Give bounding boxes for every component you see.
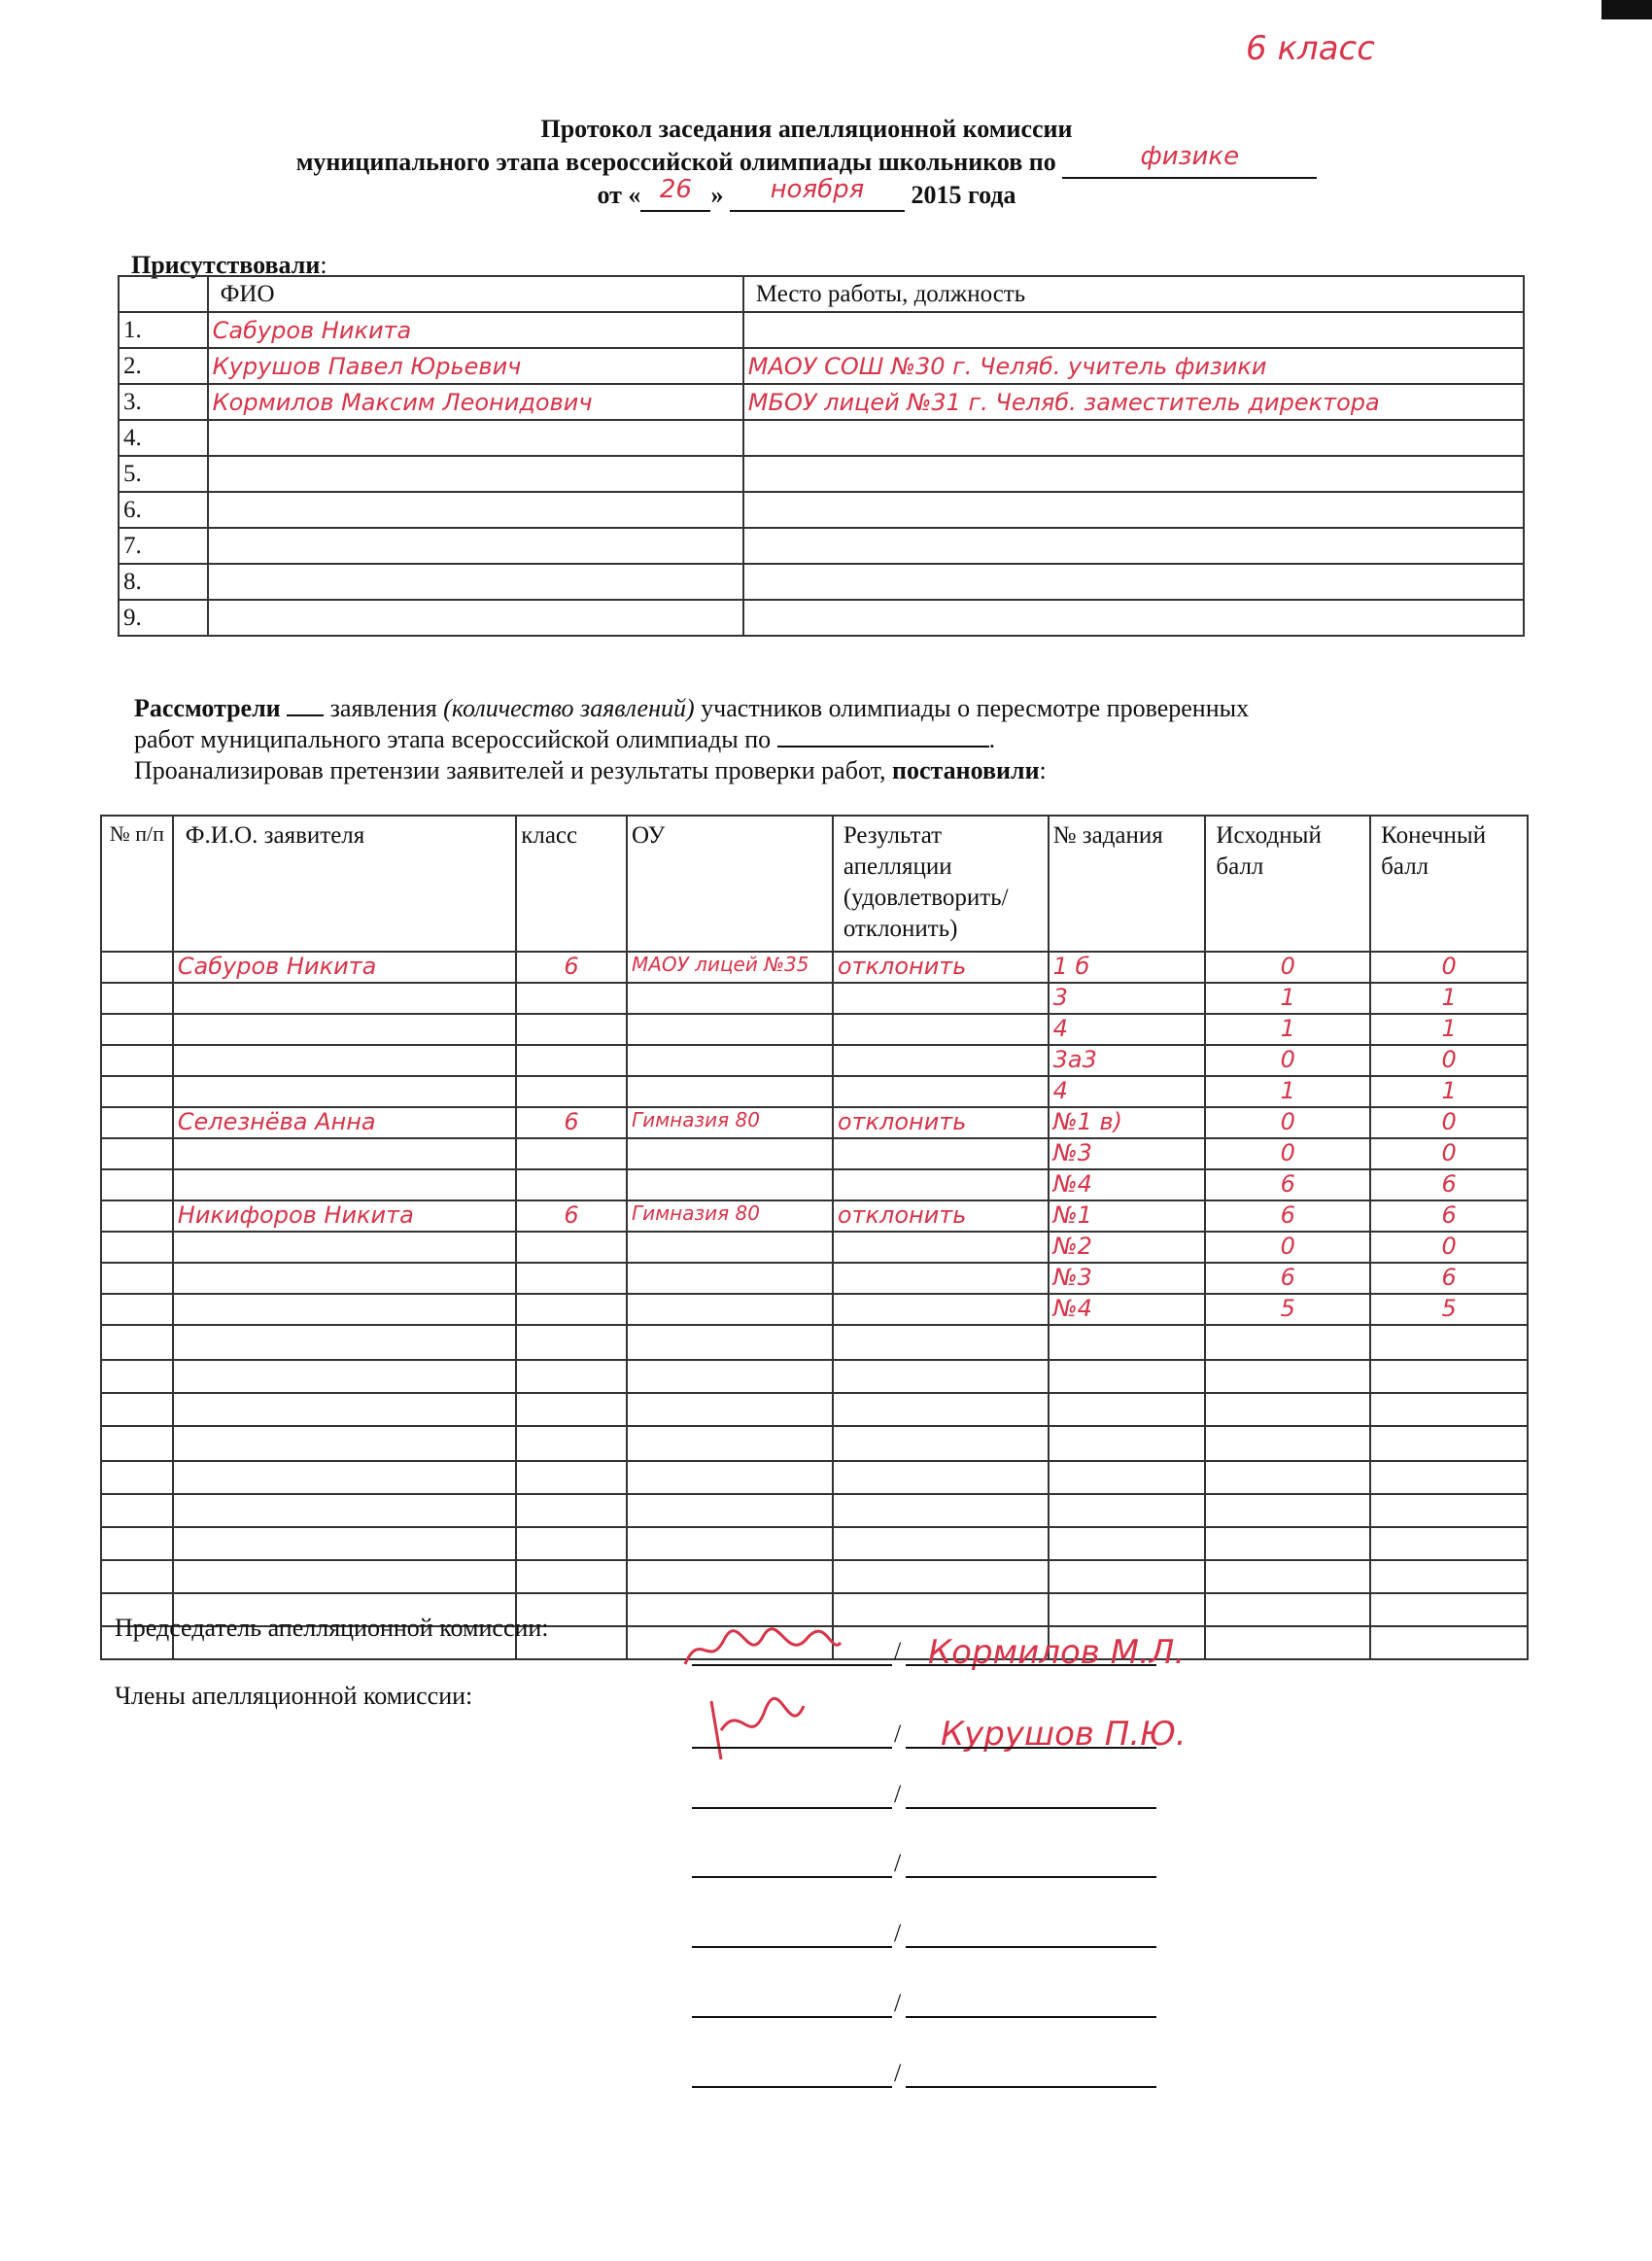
subject-blank — [777, 726, 989, 748]
appeal-num-cell — [101, 1045, 173, 1076]
appeal-grade-cell — [516, 1325, 627, 1360]
appeal-final-cell: 6 — [1370, 1200, 1528, 1232]
appeal-initial-cell: 6 — [1205, 1200, 1370, 1232]
appeals-header-grade: класс — [516, 816, 627, 952]
appeal-school-cell — [627, 1263, 833, 1294]
appeal-task-cell: №2 — [1049, 1232, 1206, 1263]
appeal-final-cell — [1370, 1626, 1528, 1659]
appeal-initial-cell — [1205, 1461, 1370, 1494]
count-blank — [287, 695, 324, 716]
attendance-row — [119, 420, 1524, 456]
attendance-work — [743, 456, 1524, 492]
appeal-row — [101, 1494, 1528, 1527]
appeal-name-cell — [173, 1138, 516, 1169]
appeal-row — [101, 1527, 1528, 1560]
appeals-header-final: Конечный балл — [1370, 816, 1528, 952]
appeal-result-cell — [833, 1527, 1049, 1560]
attendance-row — [119, 600, 1524, 636]
appeal-task-cell: №4 — [1049, 1294, 1206, 1325]
appeal-final-cell — [1370, 1360, 1528, 1393]
appeal-initial-cell: 0 — [1205, 1232, 1370, 1263]
appeal-result-cell: отклонить — [833, 952, 1049, 983]
attendance-name — [208, 564, 743, 600]
attendance-work — [743, 492, 1524, 528]
appeal-result-cell — [833, 1232, 1049, 1263]
appeal-name-cell — [173, 1045, 516, 1076]
appeal-initial-cell: 6 — [1205, 1169, 1370, 1200]
olympiad-end: . — [988, 725, 996, 753]
appeals-header-task: № задания — [1049, 816, 1206, 952]
attendance-work: МБОУ лицей №31 г. Челяб. заместитель директора — [743, 384, 1524, 420]
attendance-num: 4. — [119, 420, 208, 456]
attendance-row — [119, 528, 1524, 564]
attendance-name: Кормилов Максим Леонидович — [208, 384, 743, 420]
appeal-row — [101, 1169, 1528, 1200]
attendance-table — [118, 275, 1525, 637]
appeals-body — [101, 952, 1528, 1659]
appeal-grade-cell — [516, 1393, 627, 1426]
attendance-colon: : — [320, 251, 327, 279]
appeal-grade-cell — [516, 1560, 627, 1593]
appeal-num-cell — [101, 1232, 173, 1263]
name-line — [906, 2016, 1156, 2018]
appeal-num-cell — [101, 1200, 173, 1232]
signature-slash: / — [894, 1849, 902, 1877]
appeal-final-cell: 0 — [1370, 1045, 1528, 1076]
appeal-result-cell — [833, 1294, 1049, 1325]
appeal-initial-cell: 6 — [1205, 1263, 1370, 1294]
appeal-task-cell — [1049, 1593, 1206, 1626]
resolved-text: Проанализировав претензии заявителей и результаты проверки работ, — [134, 756, 886, 784]
appeal-grade-cell — [516, 1232, 627, 1263]
appeal-task-cell: №3 — [1049, 1263, 1206, 1294]
considered-text-2: участников олимпиады о пересмотре проверенных — [701, 694, 1250, 722]
appeal-result-cell — [833, 1426, 1049, 1461]
resolved-colon: : — [1039, 756, 1047, 784]
attendance-num: 9. — [119, 600, 208, 636]
date-mid: » — [710, 181, 724, 209]
appeal-school-cell — [627, 1138, 833, 1169]
appeal-task-cell — [1049, 1393, 1206, 1426]
appeal-grade-cell — [516, 1461, 627, 1494]
appeal-final-cell — [1370, 1325, 1528, 1360]
appeal-initial-cell: 1 — [1205, 983, 1370, 1014]
appeal-grade-cell — [516, 1045, 627, 1076]
appeal-grade-cell — [516, 1076, 627, 1107]
signature-line — [692, 1876, 892, 1878]
appeal-name-cell — [173, 1294, 516, 1325]
attendance-num: 7. — [119, 528, 208, 564]
appeal-task-cell — [1049, 1494, 1206, 1527]
member1-signature — [702, 1691, 818, 1779]
appeal-school-cell: Гимназия 80 — [627, 1200, 833, 1232]
attendance-work — [743, 564, 1524, 600]
resolved-bold: постановили — [892, 756, 1040, 784]
appeal-final-cell: 0 — [1370, 952, 1528, 983]
appeal-grade-cell — [516, 1494, 627, 1527]
attendance-row — [119, 456, 1524, 492]
signature-slash: / — [894, 1637, 902, 1665]
appeal-num-cell — [101, 1294, 173, 1325]
appeal-final-cell: 1 — [1370, 1076, 1528, 1107]
name-line — [906, 1876, 1156, 1878]
signature-line — [692, 2086, 892, 2088]
appeal-name-cell — [173, 1393, 516, 1426]
appeals-header-school: ОУ — [627, 816, 833, 952]
appeal-school-cell — [627, 1360, 833, 1393]
appeal-num-cell — [101, 1360, 173, 1393]
attendance-header-row — [119, 276, 1524, 312]
name-line — [906, 1946, 1156, 1948]
name-line — [906, 2086, 1156, 2088]
resolved-line — [134, 756, 1047, 785]
appeal-result-cell: отклонить — [833, 1200, 1049, 1232]
appeal-school-cell — [627, 1426, 833, 1461]
appeal-final-cell — [1370, 1494, 1528, 1527]
appeal-final-cell: 1 — [1370, 1014, 1528, 1045]
appeal-result-cell — [833, 1494, 1049, 1527]
appeal-grade-cell — [516, 1263, 627, 1294]
appeal-task-cell: 3 — [1049, 983, 1206, 1014]
appeal-initial-cell — [1205, 1325, 1370, 1360]
appeal-initial-cell — [1205, 1626, 1370, 1659]
appeal-initial-cell: 0 — [1205, 1045, 1370, 1076]
appeal-final-cell — [1370, 1560, 1528, 1593]
appeal-final-cell: 0 — [1370, 1107, 1528, 1138]
member1-name: Курушов П.Ю. — [941, 1715, 1187, 1754]
day-value: 26 — [659, 175, 692, 204]
appeal-name-cell — [173, 1461, 516, 1494]
attendance-header-name: ФИО — [208, 276, 743, 312]
attendance-name — [208, 420, 743, 456]
chair-signature-scribble — [680, 1625, 845, 1674]
appeal-name-cell — [173, 1560, 516, 1593]
appeal-task-cell: №1 — [1049, 1200, 1206, 1232]
appeal-num-cell — [101, 1076, 173, 1107]
signature-slash: / — [894, 1720, 902, 1748]
considered-line — [134, 694, 1249, 723]
attendance-num: 6. — [119, 492, 208, 528]
signature-line — [692, 1946, 892, 1948]
attendance-num: 1. — [119, 312, 208, 348]
appeal-initial-cell — [1205, 1494, 1370, 1527]
appeal-grade-cell — [516, 1014, 627, 1045]
appeal-num-cell — [101, 1138, 173, 1169]
attendance-work: МАОУ СОШ №30 г. Челяб. учитель физики — [743, 348, 1524, 384]
appeals-header-name: Ф.И.О. заявителя — [173, 816, 516, 952]
appeal-school-cell — [627, 1593, 833, 1626]
appeal-result-cell — [833, 1263, 1049, 1294]
appeal-result-cell — [833, 1560, 1049, 1593]
appeals-header-result: Результат апелляции (удовлетворить/ отклонить) — [833, 816, 1049, 952]
appeal-row — [101, 1294, 1528, 1325]
appeal-row — [101, 1014, 1528, 1045]
olympiad-text: работ муниципального этапа всероссийской олимпиады по — [134, 725, 772, 753]
appeal-school-cell — [627, 983, 833, 1014]
appeal-result-cell: отклонить — [833, 1107, 1049, 1138]
appeal-task-cell — [1049, 1461, 1206, 1494]
appeal-num-cell — [101, 1107, 173, 1138]
subject-field — [1062, 142, 1317, 179]
month-value: ноября — [770, 175, 865, 204]
attendance-num: 3. — [119, 384, 208, 420]
appeal-name-cell — [173, 1263, 516, 1294]
appeal-final-cell: 5 — [1370, 1294, 1528, 1325]
title-line2-text: муниципального этапа всероссийской олимпиады школьников по — [295, 148, 1056, 176]
appeal-grade-cell: 6 — [516, 1200, 627, 1232]
day-field — [640, 175, 710, 212]
appeal-grade-cell — [516, 1294, 627, 1325]
appeal-num-cell — [101, 1527, 173, 1560]
name-line — [906, 1807, 1156, 1809]
appeal-name-cell — [173, 1014, 516, 1045]
appeal-initial-cell — [1205, 1593, 1370, 1626]
appeals-header-num: № п/п — [101, 816, 173, 952]
appeal-task-cell: 4 — [1049, 1076, 1206, 1107]
attendance-name — [208, 600, 743, 636]
appeal-result-cell — [833, 1138, 1049, 1169]
appeal-task-cell: 1 б — [1049, 952, 1206, 983]
appeal-task-cell — [1049, 1426, 1206, 1461]
appeal-school-cell — [627, 1232, 833, 1263]
appeal-initial-cell: 1 — [1205, 1014, 1370, 1045]
attendance-num: 8. — [119, 564, 208, 600]
appeal-initial-cell — [1205, 1527, 1370, 1560]
appeal-school-cell — [627, 1014, 833, 1045]
appeal-result-cell — [833, 1393, 1049, 1426]
appeal-result-cell — [833, 1014, 1049, 1045]
appeal-school-cell — [627, 1045, 833, 1076]
appeals-table — [100, 815, 1529, 1660]
attendance-header-work: Место работы, должность — [743, 276, 1524, 312]
appeal-num-cell — [101, 1426, 173, 1461]
scan-edge-mark — [1601, 0, 1652, 19]
grade-note: 6 класс — [1246, 29, 1375, 68]
appeal-result-cell — [833, 1461, 1049, 1494]
appeal-row — [101, 1045, 1528, 1076]
appeal-school-cell — [627, 1527, 833, 1560]
appeal-final-cell: 6 — [1370, 1263, 1528, 1294]
appeal-name-cell — [173, 1076, 516, 1107]
appeal-row — [101, 1138, 1528, 1169]
appeal-num-cell — [101, 1263, 173, 1294]
chair-signature — [680, 1625, 845, 1684]
attendance-name — [208, 528, 743, 564]
appeal-row — [101, 1325, 1528, 1360]
appeal-row — [101, 1107, 1528, 1138]
appeal-final-cell: 6 — [1370, 1169, 1528, 1200]
appeal-final-cell — [1370, 1426, 1528, 1461]
appeal-name-cell — [173, 1360, 516, 1393]
appeal-task-cell: №4 — [1049, 1169, 1206, 1200]
attendance-name — [208, 492, 743, 528]
signature-slash: / — [894, 2059, 902, 2087]
attendance-row — [119, 492, 1524, 528]
protocol-date-line — [117, 175, 1497, 212]
appeal-num-cell — [101, 1560, 173, 1593]
attendance-work — [743, 420, 1524, 456]
appeal-task-cell: 3а3 — [1049, 1045, 1206, 1076]
appeal-final-cell: 1 — [1370, 983, 1528, 1014]
attendance-label-bold: Присутствовали — [131, 251, 321, 279]
appeal-grade-cell — [516, 983, 627, 1014]
appeal-row — [101, 1560, 1528, 1593]
signature-slash: / — [894, 1989, 902, 2017]
appeal-row — [101, 1200, 1528, 1232]
attendance-row — [119, 564, 1524, 600]
appeal-final-cell — [1370, 1593, 1528, 1626]
appeal-row — [101, 952, 1528, 983]
appeal-school-cell — [627, 1169, 833, 1200]
attendance-work — [743, 600, 1524, 636]
attendance-row — [119, 348, 1524, 384]
appeal-row — [101, 1426, 1528, 1461]
appeal-school-cell: Гимназия 80 — [627, 1107, 833, 1138]
chair-name: Кормилов М.Л. — [928, 1633, 1186, 1672]
appeal-grade-cell — [516, 1360, 627, 1393]
appeal-result-cell — [833, 1076, 1049, 1107]
appeal-initial-cell: 5 — [1205, 1294, 1370, 1325]
appeal-num-cell — [101, 1393, 173, 1426]
appeal-initial-cell — [1205, 1393, 1370, 1426]
appeal-name-cell — [173, 1426, 516, 1461]
appeal-name-cell: Никифоров Никита — [173, 1200, 516, 1232]
appeal-task-cell — [1049, 1360, 1206, 1393]
appeal-grade-cell: 6 — [516, 1107, 627, 1138]
member1-signature-scribble — [702, 1691, 818, 1769]
appeal-school-cell — [627, 1560, 833, 1593]
appeal-grade-cell — [516, 1169, 627, 1200]
appeal-task-cell: №1 в) — [1049, 1107, 1206, 1138]
appeal-num-cell — [101, 1169, 173, 1200]
appeal-school-cell — [627, 1494, 833, 1527]
appeal-task-cell: 4 — [1049, 1014, 1206, 1045]
appeal-num-cell — [101, 983, 173, 1014]
appeal-row — [101, 983, 1528, 1014]
name-line — [906, 1664, 1156, 1666]
appeal-task-cell — [1049, 1325, 1206, 1360]
appeal-row — [101, 1393, 1528, 1426]
month-field — [730, 175, 905, 212]
chair-label: Председатель апелляционной комиссии: — [115, 1614, 549, 1642]
appeal-name-cell — [173, 1527, 516, 1560]
members-label: Члены апелляционной комиссии: — [115, 1682, 473, 1710]
appeal-num-cell — [101, 952, 173, 983]
appeal-initial-cell: 0 — [1205, 1107, 1370, 1138]
appeal-grade-cell — [516, 1527, 627, 1560]
attendance-name: Сабуров Никита — [208, 312, 743, 348]
appeal-initial-cell — [1205, 1426, 1370, 1461]
name-line — [906, 1747, 1156, 1749]
appeal-name-cell: Сабуров Никита — [173, 952, 516, 983]
appeal-task-cell — [1049, 1527, 1206, 1560]
attendance-header-num — [119, 276, 208, 312]
appeal-school-cell — [627, 1325, 833, 1360]
appeal-grade-cell: 6 — [516, 952, 627, 983]
considered-text-1: заявления — [329, 694, 437, 722]
appeal-task-cell — [1049, 1560, 1206, 1593]
appeal-name-cell — [173, 1169, 516, 1200]
considered-italic: (количество заявлений) — [443, 694, 695, 722]
appeal-row — [101, 1461, 1528, 1494]
signature-slash: / — [894, 1919, 902, 1947]
appeal-result-cell — [833, 1045, 1049, 1076]
appeal-initial-cell: 1 — [1205, 1076, 1370, 1107]
signature-line — [692, 1747, 892, 1749]
appeal-initial-cell — [1205, 1360, 1370, 1393]
appeal-num-cell — [101, 1325, 173, 1360]
subject-value: физике — [1140, 142, 1240, 171]
appeal-name-cell: Селезнёва Анна — [173, 1107, 516, 1138]
appeal-initial-cell — [1205, 1560, 1370, 1593]
appeal-final-cell — [1370, 1527, 1528, 1560]
appeals-header-row — [101, 816, 1528, 952]
appeal-school-cell — [627, 1461, 833, 1494]
signature-slash: / — [894, 1780, 902, 1808]
appeal-school-cell — [627, 1294, 833, 1325]
appeal-school-cell — [627, 1393, 833, 1426]
year-text: 2015 года — [911, 181, 1016, 209]
signature-line — [692, 1664, 892, 1666]
appeal-name-cell — [173, 1494, 516, 1527]
appeal-grade-cell — [516, 1138, 627, 1169]
appeal-grade-cell — [516, 1426, 627, 1461]
attendance-row — [119, 384, 1524, 420]
attendance-work — [743, 312, 1524, 348]
appeal-result-cell — [833, 983, 1049, 1014]
appeal-final-cell — [1370, 1461, 1528, 1494]
appeal-num-cell — [101, 1461, 173, 1494]
appeal-name-cell — [173, 1325, 516, 1360]
appeal-num-cell — [101, 1014, 173, 1045]
date-prefix: от « — [597, 181, 641, 209]
appeals-header-initial: Исходный балл — [1205, 816, 1370, 952]
olympiad-line — [134, 725, 995, 754]
appeal-final-cell: 0 — [1370, 1138, 1528, 1169]
attendance-num: 5. — [119, 456, 208, 492]
appeal-task-cell: №3 — [1049, 1138, 1206, 1169]
appeal-row — [101, 1076, 1528, 1107]
appeal-final-cell — [1370, 1393, 1528, 1426]
appeal-num-cell — [101, 1494, 173, 1527]
attendance-work — [743, 528, 1524, 564]
attendance-name: Курушов Павел Юрьевич — [208, 348, 743, 384]
signature-line — [692, 1807, 892, 1809]
appeal-final-cell: 0 — [1370, 1232, 1528, 1263]
appeal-initial-cell: 0 — [1205, 952, 1370, 983]
appeal-school-cell: МАОУ лицей №35 — [627, 952, 833, 983]
appeal-result-cell — [833, 1593, 1049, 1626]
appeal-school-cell — [627, 1076, 833, 1107]
appeal-name-cell — [173, 983, 516, 1014]
appeal-initial-cell: 0 — [1205, 1138, 1370, 1169]
signature-line — [692, 2016, 892, 2018]
protocol-title-line1: Протокол заседания апелляционной комиссии — [540, 115, 1073, 143]
appeal-result-cell — [833, 1360, 1049, 1393]
considered-bold: Рассмотрели — [134, 694, 281, 722]
attendance-name — [208, 456, 743, 492]
appeal-row — [101, 1360, 1528, 1393]
appeal-row — [101, 1232, 1528, 1263]
appeal-row — [101, 1263, 1528, 1294]
appeal-result-cell — [833, 1169, 1049, 1200]
attendance-row — [119, 312, 1524, 348]
attendance-num: 2. — [119, 348, 208, 384]
appeal-name-cell — [173, 1232, 516, 1263]
appeal-result-cell — [833, 1325, 1049, 1360]
